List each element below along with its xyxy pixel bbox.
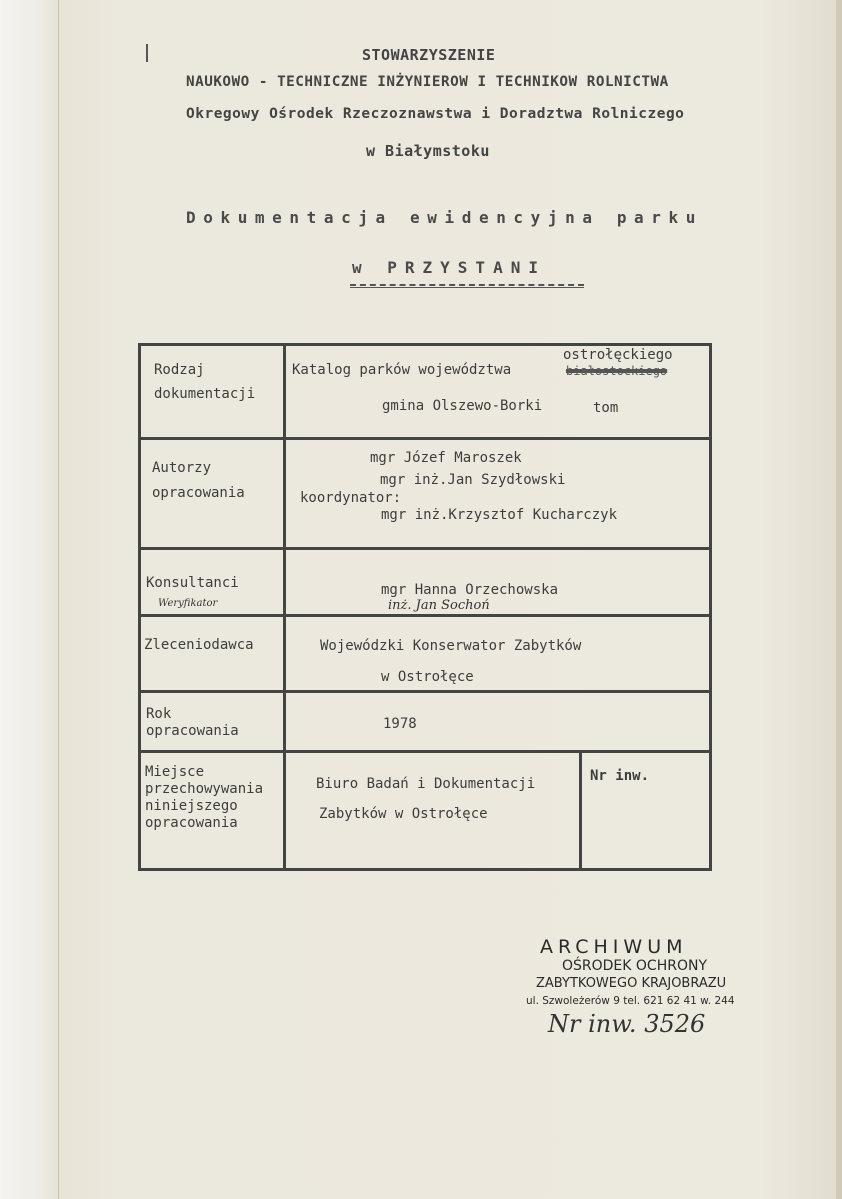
table-left-border <box>138 343 141 871</box>
table-row-divider <box>138 437 712 440</box>
archive-stamp-address: ul. Szwoleżerów 9 tel. 621 62 41 w. 244 <box>526 995 735 1007</box>
archive-stamp-line-3: ZABYTKOWEGO KRAJOBRAZU <box>536 976 727 991</box>
header-line-4: w Białymstoku <box>366 142 490 160</box>
rok-value: 1978 <box>383 716 417 732</box>
miejsce-label-3: niniejszego <box>145 798 238 814</box>
header-line-3: Okregowy Ośrodek Rzeczoznawstwa i Doradztwa Rolniczego <box>186 106 685 122</box>
autorzy-label-1: Autorzy <box>152 460 212 476</box>
header-line-2: NAUKOWO - TECHNICZNE INŻYNIEROW I TECHNIKOW ROLNICTWA <box>186 74 669 90</box>
rodzaj-value-2: gmina Olszewo-Borki <box>382 398 543 414</box>
rok-label-2: opracowania <box>146 723 239 739</box>
miejsce-value-1: Biuro Badań i Dokumentacji <box>316 776 536 792</box>
title-underline <box>350 284 584 286</box>
document-subtitle: w PRZYSTANI <box>352 258 546 277</box>
zleceniodawca-label: Zleceniodawca <box>144 637 254 653</box>
table-row-divider <box>138 547 712 550</box>
archive-stamp-title: ARCHIWUM <box>540 936 688 958</box>
zleceniodawca-value-1: Wojewódzki Konserwator Zabytków <box>320 638 582 654</box>
table-row-divider <box>138 750 712 753</box>
left-paper-strip <box>0 0 60 1199</box>
konsultanci-label-handwritten: Weryfikator <box>158 598 218 609</box>
header-line-1: STOWARZYSZENIE <box>362 46 496 64</box>
konsultanci-label: Konsultanci <box>146 575 239 591</box>
rok-label-1: Rok <box>146 706 172 722</box>
table-row-divider <box>138 614 712 617</box>
table-row-divider <box>138 690 712 693</box>
right-paper-edge <box>836 0 842 1199</box>
miejsce-label-1: Miejsce <box>145 764 205 780</box>
document-title: Dokumentacja ewidencyjna parku <box>186 208 703 227</box>
margin-mark <box>146 44 148 62</box>
table-inv-divider <box>579 750 582 868</box>
autorzy-label-2: opracowania <box>152 485 245 501</box>
rodzaj-value-struck: białostockiego <box>566 364 668 378</box>
konsultanci-value-handwritten: inż. Jan Sochoń <box>388 598 490 613</box>
miejsce-value-2: Zabytków w Ostrołęce <box>319 806 488 822</box>
zleceniodawca-value-2: w Ostrołęce <box>381 669 474 685</box>
konsultanci-value-1: mgr Hanna Orzechowska <box>381 582 559 598</box>
table-top-border <box>138 343 712 346</box>
inventory-number-label: Nr inw. <box>590 768 650 784</box>
miejsce-label-4: opracowania <box>145 815 238 831</box>
autorzy-value-4: mgr inż.Krzysztof Kucharczyk <box>381 507 618 523</box>
paper-edge <box>58 0 59 1199</box>
rodzaj-correction: ostrołęckiego <box>563 347 673 363</box>
table-right-border <box>709 343 712 871</box>
table-bottom-border <box>138 868 712 871</box>
handwritten-inventory-number: Nr inw. 3526 <box>548 1010 706 1038</box>
autorzy-value-2: mgr inż.Jan Szydłowski <box>380 472 566 488</box>
title-underline-solid <box>350 287 584 288</box>
table-column-divider <box>283 343 286 868</box>
autorzy-value-3: koordynator: <box>300 490 402 506</box>
rodzaj-value-suffix: tom <box>593 400 619 416</box>
rodzaj-label-1: Rodzaj <box>154 362 205 378</box>
rodzaj-label-2: dokumentacji <box>154 386 256 402</box>
miejsce-label-2: przechowywania <box>145 781 264 797</box>
archive-stamp-line-2: OŚRODEK OCHRONY <box>562 958 708 974</box>
rodzaj-value-prefix: Katalog parków województwa <box>292 362 512 378</box>
autorzy-value-1: mgr Józef Maroszek <box>370 450 522 466</box>
